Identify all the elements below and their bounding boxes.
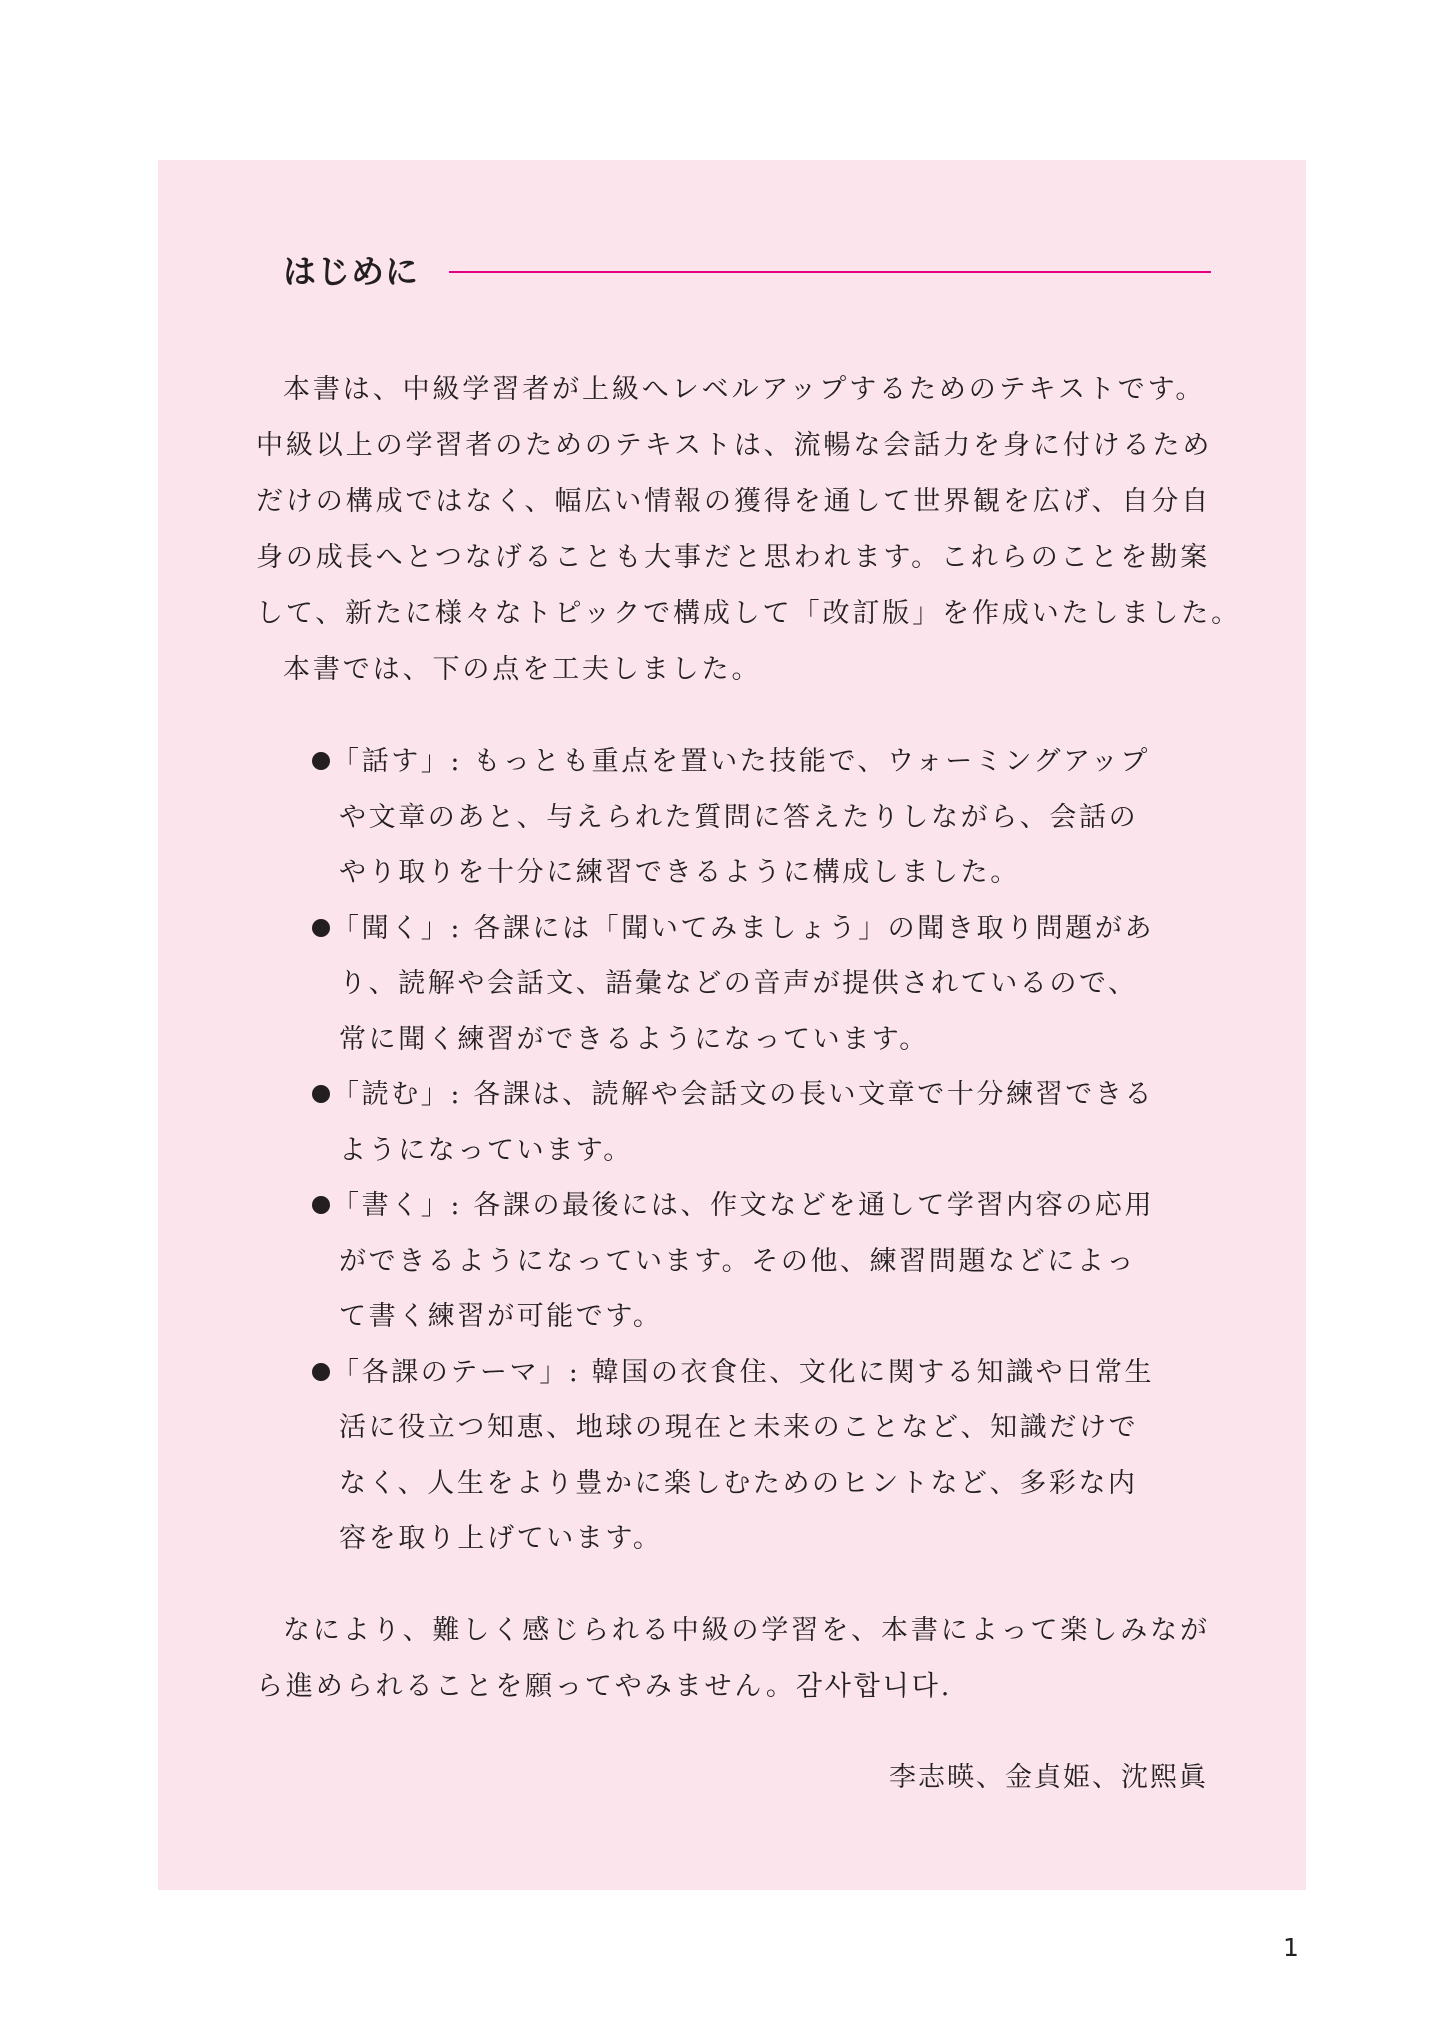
list-item-writing [312,1178,1172,1345]
list-item-themes [312,1345,1172,1567]
bullet-icon [312,1363,330,1381]
author-names: 李志暎、金貞姫、沈熙眞 [889,1762,1208,1793]
list-item-text: 「聞く」: 各課には「聞いてみましょう」の聞き取り問題があ [332,912,1155,944]
page-number: 1 [1283,1933,1299,1962]
list-item-reading [312,1067,1172,1178]
list-item-text: ようになっています。 [339,1134,633,1166]
list-item-listening [312,901,1172,1068]
list-item-text: なく、人生をより豊かに楽しむためのヒントなど、多彩な内 [339,1467,1138,1499]
list-item-text: 「読む」: 各課は、読解や会話文の長い文章で十分練習できる [332,1079,1155,1110]
list-item-text: や文章のあと、与えられた質問に答えたりしながら、会話の [339,801,1139,833]
heading-row [283,248,1213,296]
closing-line: ら進められることを願ってやみません。감사합니다. [256,1671,953,1702]
list-item-text: 「話す」: もっとも重点を置いた技能で、ウォーミングアップ [332,746,1151,777]
list-item-text: り、読解や会話文、語彙などの音声が提供されているので、 [339,968,1138,999]
intro-line: だけの構成ではなく、幅広い情報の獲得を通して世界観を広げ、自分自 [256,486,1212,517]
intro-line: 中級以上の学習者のためのテキストは、流暢な会話力を身に付けるため [256,430,1213,461]
list-item-text: ができるようになっています。その他、練習問題などによっ [339,1245,1137,1277]
bullet-icon [312,1196,330,1214]
page-title: はじめに [283,252,419,291]
list-item-text: 「各課のテーマ」: 韓国の衣食住、文化に関する知識や日常生 [332,1356,1155,1388]
bullet-icon [312,919,330,937]
list-item-text: やり取りを十分に練習できるように構成しました。 [339,857,1020,888]
intro-line: 身の成長へとつなげることも大事だと思われます。これらのことを勘案 [256,542,1211,573]
feature-list [312,734,1172,1567]
list-item-text: 活に役立つ知恵、地球の現在と未来のことなど、知識だけで [339,1412,1139,1443]
closing-paragraph [256,1603,1216,1715]
list-item-speaking [312,734,1172,901]
heading-rule [449,271,1211,273]
bullet-icon [312,752,330,770]
intro-paragraph [256,362,1242,698]
list-item-text: 「書く」: 各課の最後には、作文などを通して学習内容の応用 [332,1190,1155,1221]
closing-line: なにより、難しく感じられる中級の学習を、本書によって楽しみなが [283,1615,1210,1646]
list-item-text: て書く練習が可能です。 [339,1301,663,1332]
intro-line: 本書では、下の点を工夫しました。 [283,654,762,685]
bullet-icon [312,1085,330,1103]
intro-line: 本書は、中級学習者が上級へレベルアップするためのテキストです。 [283,374,1206,405]
list-item-text: 常に聞く練習ができるようになっています。 [339,1023,929,1055]
list-item-text: 容を取り上げています。 [339,1523,663,1554]
intro-line: して、新たに様々なトピックで構成して「改訂版」を作成いたしました。 [256,598,1242,629]
